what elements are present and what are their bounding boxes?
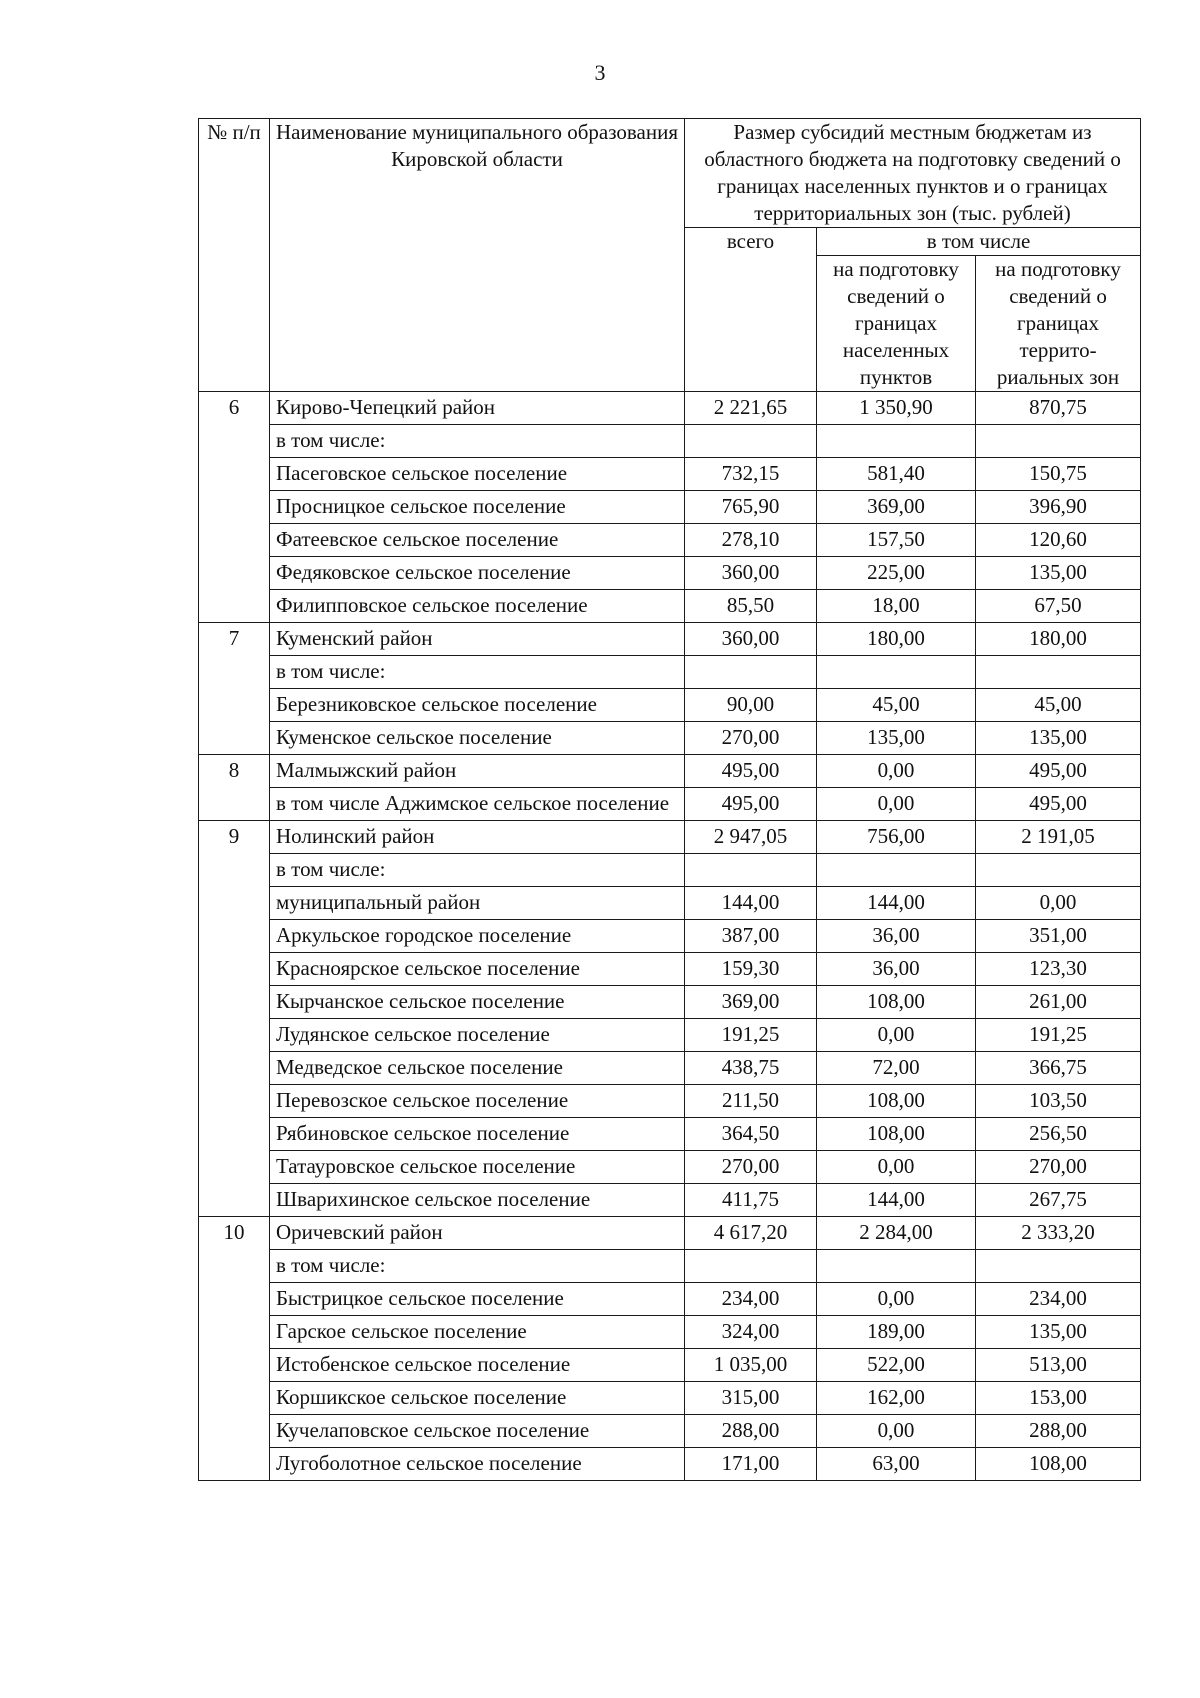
zones-value: 256,50	[976, 1118, 1141, 1151]
zones-value	[976, 425, 1141, 458]
table-row	[199, 1415, 1141, 1448]
municipality-name: Лугоболотное сельское поселение	[270, 1448, 685, 1481]
total-value: 2 221,65	[685, 392, 817, 425]
total-value: 234,00	[685, 1283, 817, 1316]
settlements-value: 72,00	[817, 1052, 976, 1085]
table-row	[199, 755, 1141, 788]
municipality-name: Медведское сельское поселение	[270, 1052, 685, 1085]
settlements-value: 189,00	[817, 1316, 976, 1349]
settlements-value: 162,00	[817, 1382, 976, 1415]
table-row	[199, 1019, 1141, 1052]
table-row	[199, 854, 1141, 887]
row-number: 9	[199, 821, 270, 1217]
zones-value: 495,00	[976, 755, 1141, 788]
page-number: 3	[594, 60, 606, 85]
total-value: 288,00	[685, 1415, 817, 1448]
table-row	[199, 392, 1141, 425]
zones-value: 234,00	[976, 1283, 1141, 1316]
zones-value: 513,00	[976, 1349, 1141, 1382]
table-row	[199, 656, 1141, 689]
total-value: 387,00	[685, 920, 817, 953]
municipality-name: Березниковское сельское поселение	[270, 689, 685, 722]
settlements-value: 63,00	[817, 1448, 976, 1481]
settlements-value: 36,00	[817, 953, 976, 986]
total-value: 360,00	[685, 623, 817, 656]
row-number: 10	[199, 1217, 270, 1481]
total-value: 159,30	[685, 953, 817, 986]
settlements-value: 0,00	[817, 1415, 976, 1448]
total-value	[685, 854, 817, 887]
table-row	[199, 1184, 1141, 1217]
table-row	[199, 1085, 1141, 1118]
total-value: 171,00	[685, 1448, 817, 1481]
settlements-value: 581,40	[817, 458, 976, 491]
zones-value: 135,00	[976, 557, 1141, 590]
total-value: 369,00	[685, 986, 817, 1019]
row-number: 8	[199, 755, 270, 821]
municipality-name: в том числе:	[270, 854, 685, 887]
total-value: 495,00	[685, 788, 817, 821]
municipality-name: Нолинский район	[270, 821, 685, 854]
table-row	[199, 1250, 1141, 1283]
table-row	[199, 491, 1141, 524]
settlements-value: 369,00	[817, 491, 976, 524]
total-value: 211,50	[685, 1085, 817, 1118]
municipality-name: Коршикское сельское поселение	[270, 1382, 685, 1415]
total-value: 324,00	[685, 1316, 817, 1349]
settlements-value: 45,00	[817, 689, 976, 722]
total-value: 765,90	[685, 491, 817, 524]
zones-value: 180,00	[976, 623, 1141, 656]
settlements-value: 225,00	[817, 557, 976, 590]
total-value: 85,50	[685, 590, 817, 623]
settlements-value: 108,00	[817, 1118, 976, 1151]
table-row	[199, 887, 1141, 920]
zones-value: 123,30	[976, 953, 1141, 986]
municipality-name: Татауровское сельское поселение	[270, 1151, 685, 1184]
settlements-value	[817, 425, 976, 458]
zones-value: 0,00	[976, 887, 1141, 920]
total-value: 411,75	[685, 1184, 817, 1217]
total-value: 270,00	[685, 722, 817, 755]
table-row	[199, 425, 1141, 458]
total-value: 360,00	[685, 557, 817, 590]
municipality-name: Истобенское сельское поселение	[270, 1349, 685, 1382]
total-value: 2 947,05	[685, 821, 817, 854]
settlements-value: 756,00	[817, 821, 976, 854]
table-row	[199, 920, 1141, 953]
table-row	[199, 821, 1141, 854]
settlements-value	[817, 854, 976, 887]
municipality-name: Просницкое сельское поселение	[270, 491, 685, 524]
municipality-name: Красноярское сельское поселение	[270, 953, 685, 986]
total-value: 270,00	[685, 1151, 817, 1184]
settlements-value: 0,00	[817, 788, 976, 821]
header-name: Наименование муниципального образования Кировской области	[270, 119, 685, 392]
settlements-value: 108,00	[817, 1085, 976, 1118]
total-value: 191,25	[685, 1019, 817, 1052]
municipality-name: в том числе Аджимское сельское поселение	[270, 788, 685, 821]
total-value: 438,75	[685, 1052, 817, 1085]
settlements-value: 144,00	[817, 1184, 976, 1217]
municipality-name: муниципальный район	[270, 887, 685, 920]
settlements-value: 0,00	[817, 1151, 976, 1184]
table-row	[199, 1217, 1141, 1250]
settlements-value: 0,00	[817, 1283, 976, 1316]
municipality-name: Шварихинское сельское поселение	[270, 1184, 685, 1217]
table-row	[199, 722, 1141, 755]
subsidy-table	[198, 118, 1141, 1481]
municipality-name: Оричевский район	[270, 1217, 685, 1250]
zones-value: 120,60	[976, 524, 1141, 557]
zones-value: 191,25	[976, 1019, 1141, 1052]
table-row	[199, 1382, 1141, 1415]
header-num: № п/п	[199, 119, 270, 392]
table-row	[199, 1349, 1141, 1382]
table-row	[199, 1316, 1141, 1349]
total-value: 364,50	[685, 1118, 817, 1151]
settlements-value: 0,00	[817, 1019, 976, 1052]
table-row	[199, 458, 1141, 491]
table-row	[199, 689, 1141, 722]
zones-value: 495,00	[976, 788, 1141, 821]
zones-value: 67,50	[976, 590, 1141, 623]
table-body	[199, 392, 1141, 1481]
zones-value: 870,75	[976, 392, 1141, 425]
header-total: всего	[685, 228, 817, 392]
municipality-name: Кучелаповское сельское поселение	[270, 1415, 685, 1448]
municipality-name: в том числе:	[270, 656, 685, 689]
municipality-name: в том числе:	[270, 1250, 685, 1283]
header-settlements: на подготовку сведений о границах населенных пунктов	[817, 256, 976, 392]
table-row	[199, 1283, 1141, 1316]
settlements-value: 2 284,00	[817, 1217, 976, 1250]
settlements-value: 144,00	[817, 887, 976, 920]
settlements-value	[817, 1250, 976, 1283]
table-row	[199, 1118, 1141, 1151]
settlements-value: 180,00	[817, 623, 976, 656]
municipality-name: Куменский район	[270, 623, 685, 656]
total-value: 90,00	[685, 689, 817, 722]
municipality-name: Аркульское городское поселение	[270, 920, 685, 953]
zones-value: 45,00	[976, 689, 1141, 722]
settlements-value: 108,00	[817, 986, 976, 1019]
zones-value: 153,00	[976, 1382, 1141, 1415]
table-row	[199, 788, 1141, 821]
table-row	[199, 590, 1141, 623]
total-value	[685, 1250, 817, 1283]
settlements-value: 522,00	[817, 1349, 976, 1382]
municipality-name: Перевозское сельское поселение	[270, 1085, 685, 1118]
municipality-name: в том числе:	[270, 425, 685, 458]
municipality-name: Куменское сельское поселение	[270, 722, 685, 755]
municipality-name: Лудянское сельское поселение	[270, 1019, 685, 1052]
municipality-name: Пасеговское сельское поселение	[270, 458, 685, 491]
zones-value: 2 191,05	[976, 821, 1141, 854]
settlements-value: 36,00	[817, 920, 976, 953]
settlements-value: 1 350,90	[817, 392, 976, 425]
settlements-value: 0,00	[817, 755, 976, 788]
zones-value: 108,00	[976, 1448, 1141, 1481]
header-subsidy-size: Размер субсидий местным бюджетам из областного бюджета на подготовку сведений о границах населенных пунктов и о границах территориальных зон (тыс. рублей)	[685, 119, 1141, 228]
settlements-value: 18,00	[817, 590, 976, 623]
zones-value: 135,00	[976, 1316, 1141, 1349]
municipality-name: Кырчанское сельское поселение	[270, 986, 685, 1019]
header-including: в том числе	[817, 228, 1141, 256]
zones-value: 135,00	[976, 722, 1141, 755]
table-row	[199, 953, 1141, 986]
settlements-value: 157,50	[817, 524, 976, 557]
municipality-name: Кирово-Чепецкий район	[270, 392, 685, 425]
row-number: 7	[199, 623, 270, 755]
zones-value	[976, 1250, 1141, 1283]
total-value: 4 617,20	[685, 1217, 817, 1250]
zones-value: 267,75	[976, 1184, 1141, 1217]
zones-value: 150,75	[976, 458, 1141, 491]
zones-value	[976, 656, 1141, 689]
zones-value: 366,75	[976, 1052, 1141, 1085]
zones-value: 261,00	[976, 986, 1141, 1019]
zones-value: 288,00	[976, 1415, 1141, 1448]
table-row	[199, 1448, 1141, 1481]
municipality-name: Быстрицкое сельское поселение	[270, 1283, 685, 1316]
municipality-name: Фатеевское сельское поселение	[270, 524, 685, 557]
municipality-name: Федяковское сельское поселение	[270, 557, 685, 590]
municipality-name: Малмыжский район	[270, 755, 685, 788]
total-value	[685, 425, 817, 458]
zones-value: 396,90	[976, 491, 1141, 524]
table-row	[199, 1151, 1141, 1184]
table-row	[199, 623, 1141, 656]
zones-value: 270,00	[976, 1151, 1141, 1184]
zones-value: 351,00	[976, 920, 1141, 953]
zones-value: 103,50	[976, 1085, 1141, 1118]
settlements-value: 135,00	[817, 722, 976, 755]
zones-value: 2 333,20	[976, 1217, 1141, 1250]
zones-value	[976, 854, 1141, 887]
total-value	[685, 656, 817, 689]
municipality-name: Гарское сельское поселение	[270, 1316, 685, 1349]
row-number: 6	[199, 392, 270, 623]
municipality-name: Филипповское сельское поселение	[270, 590, 685, 623]
total-value: 732,15	[685, 458, 817, 491]
table-row	[199, 986, 1141, 1019]
municipality-name: Рябиновское сельское поселение	[270, 1118, 685, 1151]
table-row	[199, 524, 1141, 557]
header-zones: на подготовку сведений о границах террито-риальных зон	[976, 256, 1141, 392]
total-value: 1 035,00	[685, 1349, 817, 1382]
table-row	[199, 1052, 1141, 1085]
total-value: 144,00	[685, 887, 817, 920]
settlements-value	[817, 656, 976, 689]
total-value: 495,00	[685, 755, 817, 788]
total-value: 315,00	[685, 1382, 817, 1415]
table-row	[199, 557, 1141, 590]
total-value: 278,10	[685, 524, 817, 557]
